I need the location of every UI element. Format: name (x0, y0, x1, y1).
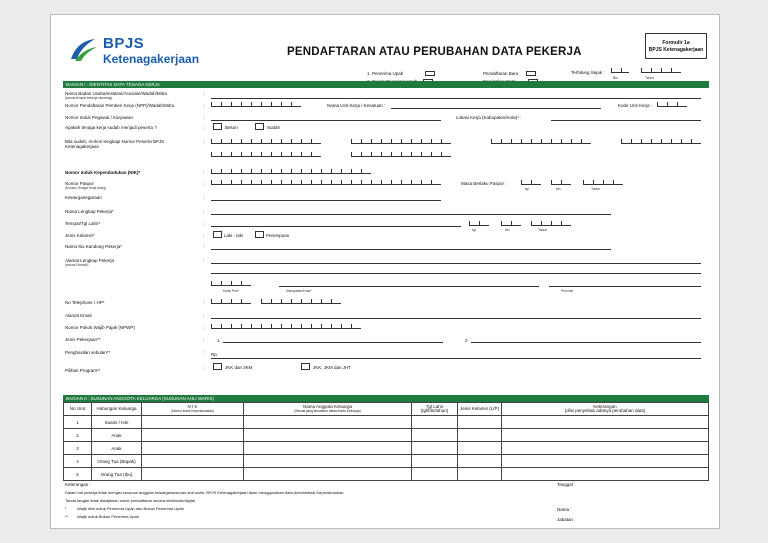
label-kewarganegaraan: Kewarganegaraan (65, 195, 102, 200)
th-hubungan: Hubungan Keluarga (92, 403, 142, 416)
label-nama-badan-sub: (sesuai tempat bekerja sekarang) (65, 96, 113, 100)
label-masa-paspor: Masa Berlaku Paspor : (461, 181, 507, 186)
label-alamat-sub: (sesuai Domisili) (65, 263, 89, 267)
row-tgl-cell[interactable] (412, 416, 458, 429)
label-jp2: 2 (465, 338, 468, 343)
row-nama-cell[interactable] (244, 442, 412, 455)
tempat-lahir-input[interactable] (211, 226, 461, 227)
family-table-header (64, 403, 709, 416)
row-nik-cell[interactable] (142, 429, 244, 442)
alamat-line-2[interactable] (211, 273, 701, 274)
row-tgl-cell[interactable] (412, 442, 458, 455)
label-email: Alamat Email (65, 313, 92, 318)
th-keterangan (502, 403, 709, 416)
ttl-bln-label: bln (505, 228, 510, 232)
row-jk-cell[interactable] (458, 455, 502, 468)
nama-badan-input[interactable] (211, 98, 701, 99)
label-perempuan: Perempuan (266, 233, 290, 238)
npwp-input[interactable] (211, 324, 361, 329)
row-hubungan: Orang Tua (Ibu) (92, 468, 142, 481)
label-nama-lengkap: Nama Lengkap Pekerja* (65, 209, 114, 214)
laki-checkbox[interactable] (213, 231, 222, 238)
form-id-box (645, 33, 707, 59)
bpjs-logo-icon (69, 37, 99, 63)
belum-checkbox[interactable] (213, 123, 222, 130)
row-nik-cell[interactable] (142, 442, 244, 455)
tgl-lahir-bln[interactable] (501, 221, 521, 226)
row-ket-cell[interactable] (502, 429, 709, 442)
nomor-peserta-3[interactable] (491, 139, 591, 144)
form-page: BPJS Ketenagakerjaan PENDAFTARAN ATAU PERUBAHAN DATA PEKERJA Formulir 1a BPJS Ketenagakerjaan 1. Penerima Upah Pendaftaran Baru Terhitung Sejak : Bln Tahun BAGIAN I : IDENTITAS DATA TENAGA KERJA Nama Badan Usaha/Instansi/Asosiasi/Wadah/Mitra (sesuai tempat bekerja sekarang) : Nomor Pendaftaran Pemberi Kerja (NPP)/Wadah/Mitra : Nama Unit Kerja / Kesatuan : Kode Unit Kerja : Nomor Induk Pegawai / Karyawan : Lokasi Kerja (Kabupaten/Kota)* : Apakah tenaga kerja sudah menjadi peserta ? : Belum Sudah Bila sudah, mohon lengkapi Nomor Peserta BPJS Ketenagakerjaan : Nomor Induk Kependudukan (NIK)* : Nomor Paspor (Khusus Tenaga Kerja Asing) : Masa Berlaku Paspor : tgl bln Tahun Kewarganegaraan : Nama Lengkap Pekerja* : Tempat/Tgl Lahir* : tgl bln Tahun Jenis Kelamin* : Laki - laki Perempuan Nama Ibu Kandung Pekerja* : Alamat Lengkap Pekerja (sesuai Domisili) : Kode Pos* Kabupaten/Kota* Provinsi No Telephone / HP* : Alamat Email : Nomor Pokok Wajib Pajak (NPWP) : Jenis Pekerjaan** : 1 2 Penghasilan sebulan** : Rp. Pilihan Program** : JKK dan JKM JKK, JKM dan JHT BAGIAN II : SUSUNAN ANGGOTA KELUARGA (SUSUNAN AHLI WARIS) No Urut Hubungan Keluarga N I K (Nomor Induk Kependudukan) Nama Anggota Keluarga (Sesuai yang tercantum dalam Kartu Keluarga) Tgl Lahir (tgl/bln/tahun) Jenis Kelamin (L/P) Keterangan (diisi penyebab adanya perubahan data) 1 Suami / Istri 2 Anak 3 Anak 4 Orang Tua (Bapak) 5 Orang Tua (Ibu) Keterangan : Dalam hal pekerja tidak mengisi susunan anggota keluarga/susunan ahli waris, BPJS Ketenagakerjaan akan menggunakan data Administrasi Kependudukan. Tanda tangan tidak diwajibkan untuk pendaftaran secara elektronik/digital * Wajib diisi untuk Penerima Upah dan Bukan Penerima Upah ** Wajib untuk Bukan Penerima Upah Tanggal : Nama : Jabatan : (50, 14, 720, 529)
effective-month-field[interactable] (611, 68, 629, 73)
form-id-line2: BPJS Ketenagakerjaan (648, 47, 704, 53)
row-nama-cell[interactable] (244, 468, 412, 481)
lokasi-input[interactable] (551, 120, 701, 121)
th-nik-sub: (Nomor Induk Kependudukan) (171, 409, 214, 413)
bpjs-logo (69, 33, 229, 73)
row-tgl-cell[interactable] (412, 468, 458, 481)
row-no: 2 (64, 429, 92, 442)
label-nik: Nomor Induk Kependudukan (NIK)* (65, 170, 141, 175)
label-ttl: Tempat/Tgl Lahir* (65, 221, 101, 226)
kode-unit-input[interactable] (657, 102, 687, 107)
kewarganegaraan-input[interactable] (211, 200, 441, 201)
nama-label: Nama : (557, 507, 572, 512)
eff-tahun-label: Tahun (645, 76, 655, 80)
nomor-peserta-2[interactable] (351, 139, 451, 144)
table-row (64, 416, 709, 429)
label-paspor (65, 181, 106, 191)
opt-pendaftaran-baru: Pendaftaran Baru (483, 71, 519, 76)
perempuan-checkbox[interactable] (255, 231, 264, 238)
row-ket-cell[interactable] (502, 416, 709, 429)
footer-keterangan: Keterangan : (65, 482, 91, 487)
label-alamat-text: Alamat Lengkap Pekerja (65, 258, 115, 263)
table-row (64, 455, 709, 468)
label-prog1: JKK dan JKM (225, 365, 253, 370)
nama-unit-input[interactable] (391, 108, 601, 109)
row-nama-cell[interactable] (244, 429, 412, 442)
row-jk-cell[interactable] (458, 429, 502, 442)
row-tgl-cell[interactable] (412, 455, 458, 468)
paspor-input[interactable] (211, 180, 441, 185)
footer-note2: Wajib untuk Bukan Penerima Upah (77, 514, 140, 519)
row-hubungan: Orang Tua (Bapak) (92, 455, 142, 468)
label-laki: Laki - laki (224, 233, 244, 238)
telepon-nomor[interactable] (261, 299, 341, 304)
row-jk-cell[interactable] (458, 468, 502, 481)
row-nik-cell[interactable] (142, 468, 244, 481)
tgl-lahir-tgl[interactable] (469, 221, 489, 226)
th-nik-text: N I K (187, 403, 198, 409)
section-2-header: BAGIAN II : SUSUNAN ANGGOTA KELUARGA (SUSUNAN AHLI WARIS) (63, 395, 709, 402)
jkk-jkm-checkbox[interactable] (213, 363, 222, 370)
nomor-peserta-5[interactable] (211, 152, 321, 157)
paspor-bln-label: bln (556, 187, 561, 191)
kabkota-input[interactable] (279, 286, 539, 287)
paspor-tgl[interactable] (521, 180, 541, 185)
telepon-kode[interactable] (211, 299, 251, 304)
row-nik-cell[interactable] (142, 455, 244, 468)
th-nama (244, 403, 412, 416)
table-row (64, 442, 709, 455)
nama-lengkap-input[interactable] (211, 214, 611, 215)
th-jenis-kelamin: Jenis Kelamin (L/P) (458, 403, 502, 416)
row-ket-cell[interactable] (502, 455, 709, 468)
family-table (63, 402, 709, 481)
label-kode-unit: Kode Unit Kerja : (618, 103, 653, 108)
opt-penerima-upah: 1. Penerima Upah (367, 71, 404, 76)
th-ket-text: Keterangan (593, 403, 617, 409)
table-row (64, 429, 709, 442)
th-tgl-lahir: Tgl Lahir (tgl/bln/tahun) (412, 403, 458, 416)
label-ibu-kandung: Nama Ibu Kandung Pekerja* (65, 244, 123, 249)
paspor-tahun-label: Tahun (591, 187, 601, 191)
page-title: PENDAFTARAN ATAU PERUBAHAN DATA PEKERJA (287, 46, 582, 58)
th-nama-sub: (Sesuai yang tercantum dalam Kartu Keluarga) (294, 409, 361, 413)
nomor-peserta-4[interactable] (621, 139, 701, 144)
label-kabkota: Kabupaten/Kota* (286, 289, 312, 293)
eff-bln-label: Bln (613, 76, 618, 80)
label-jp1: 1 (217, 338, 220, 343)
effective-date-label: Terhitung Sejak : (571, 70, 605, 75)
brand-name: BPJS (103, 35, 145, 52)
jenis-pekerjaan-1[interactable] (223, 342, 443, 343)
row-nama-cell[interactable] (244, 416, 412, 429)
nomor-peserta-1[interactable] (211, 139, 321, 144)
label-npwp: Nomor Pokok Wajib Pajak (NPWP) (65, 325, 135, 330)
email-input[interactable] (211, 318, 701, 319)
row-jk-cell[interactable] (458, 442, 502, 455)
opt3-checkbox[interactable] (526, 71, 536, 76)
row-hubungan: Anak (92, 429, 142, 442)
label-apakah-peserta: Apakah tenaga kerja sudah menjadi peserta ? (65, 125, 157, 130)
footer-note1-mark: * (65, 506, 67, 511)
row-nik-cell[interactable] (142, 416, 244, 429)
tanggal-label: Tanggal : (557, 482, 576, 487)
form-id-line1: Formulir 1a (662, 40, 690, 46)
alamat-line-1[interactable] (211, 263, 701, 264)
row-no: 3 (64, 442, 92, 455)
label-nama-badan (65, 91, 167, 101)
row-no: 5 (64, 468, 92, 481)
row-no: 4 (64, 455, 92, 468)
brand-sub: Ketenagakerjaan (103, 52, 200, 66)
row-hubungan: Anak (92, 442, 142, 455)
label-paspor-sub: (Khusus Tenaga Kerja Asing) (65, 186, 107, 190)
label-kodepos: Kode Pos* (223, 289, 240, 293)
row-jk-cell[interactable] (458, 416, 502, 429)
paspor-tahun[interactable] (583, 180, 623, 185)
label-nama-unit: Nama Unit Kerja / Kesatuan : (327, 103, 386, 108)
th-nik (142, 403, 244, 416)
row-ket-cell[interactable] (502, 442, 709, 455)
row-no: 1 (64, 416, 92, 429)
nomor-peserta-6[interactable] (351, 152, 451, 157)
label-rp: Rp. (211, 352, 219, 357)
penghasilan-input[interactable] (211, 358, 701, 359)
ttl-tahun-label: Tahun (538, 228, 548, 232)
tgl-lahir-tahun[interactable] (531, 221, 571, 226)
paspor-bln[interactable] (551, 180, 571, 185)
label-jenis-kelamin: Jenis Kelamin* (65, 233, 95, 238)
th-no: No Urut (64, 403, 92, 416)
nip-input[interactable] (211, 120, 441, 121)
table-row (64, 468, 709, 481)
provinsi-input[interactable] (549, 286, 701, 287)
label-penghasilan: Penghasilan sebulan** (65, 350, 111, 355)
label-jenis-pekerjaan: Jenis Pekerjaan** (65, 337, 101, 342)
label-bila-sudah: Bila sudah, mohon lengkapi Nomor Peserta BPJS Ketenagakerjaan (65, 139, 165, 149)
jabatan-label: Jabatan : (557, 517, 576, 522)
nik-input[interactable] (211, 169, 371, 174)
sudah-checkbox[interactable] (255, 123, 264, 130)
label-npp: Nomor Pendaftaran Pemberi Kerja (NPP)/Wadah/Mitra (65, 103, 175, 108)
label-paspor-text: Nomor Paspor (65, 181, 95, 186)
row-nama-cell[interactable] (244, 455, 412, 468)
row-ket-cell[interactable] (502, 468, 709, 481)
kodepos-input[interactable] (211, 281, 251, 286)
label-program: Pilihan Program** (65, 368, 101, 373)
label-telepon: No Telephone / HP* (65, 300, 105, 305)
jkk-jkm-jht-checkbox[interactable] (301, 363, 310, 370)
label-prog2: JKK, JKM dan JHT (313, 365, 352, 370)
row-tgl-cell[interactable] (412, 429, 458, 442)
label-provinsi: Provinsi (561, 289, 574, 293)
paspor-tgl-label: tgl (525, 187, 529, 191)
section-1-header: BAGIAN I : IDENTITAS DATA TENAGA KERJA (63, 81, 709, 88)
label-nip: Nomor Induk Pegawai / Karyawan (65, 115, 134, 120)
footer-note1: Wajib diisi untuk Penerima Upah dan Bukan Penerima Upah (77, 506, 184, 511)
npp-input[interactable] (211, 102, 301, 107)
th-ket-sub: (diisi penyebab adanya perubahan data) (564, 408, 646, 413)
th-nama-text: Nama Anggota Keluarga (302, 403, 353, 409)
row-hubungan: Suami / Istri (92, 416, 142, 429)
label-alamat (65, 258, 114, 268)
label-lokasi: Lokasi Kerja (Kabupaten/Kota)* : (456, 115, 522, 120)
footer-line-2: Tanda tangan tidak diwajibkan untuk pendaftaran secara elektronik/digital (65, 498, 195, 503)
effective-year-field[interactable] (641, 68, 681, 73)
ttl-tgl-label: tgl (472, 228, 476, 232)
footer-line-1: Dalam hal pekerja tidak mengisi susunan anggota keluarga/susunan ahli waris, BPJS Ketenagakerjaan akan menggunakan data Administrasi Kependudukan. (65, 490, 345, 495)
footer-note2-mark: ** (65, 514, 69, 519)
opt1-checkbox[interactable] (425, 71, 435, 76)
label-belum: Belum (225, 125, 238, 130)
label-nama-badan-text: Nama Badan Usaha/Instansi/Asosiasi/Wadah/Mitra (65, 91, 167, 96)
label-sudah: Sudah (267, 125, 281, 130)
ibu-kandung-input[interactable] (211, 249, 611, 250)
jenis-pekerjaan-2[interactable] (471, 342, 701, 343)
